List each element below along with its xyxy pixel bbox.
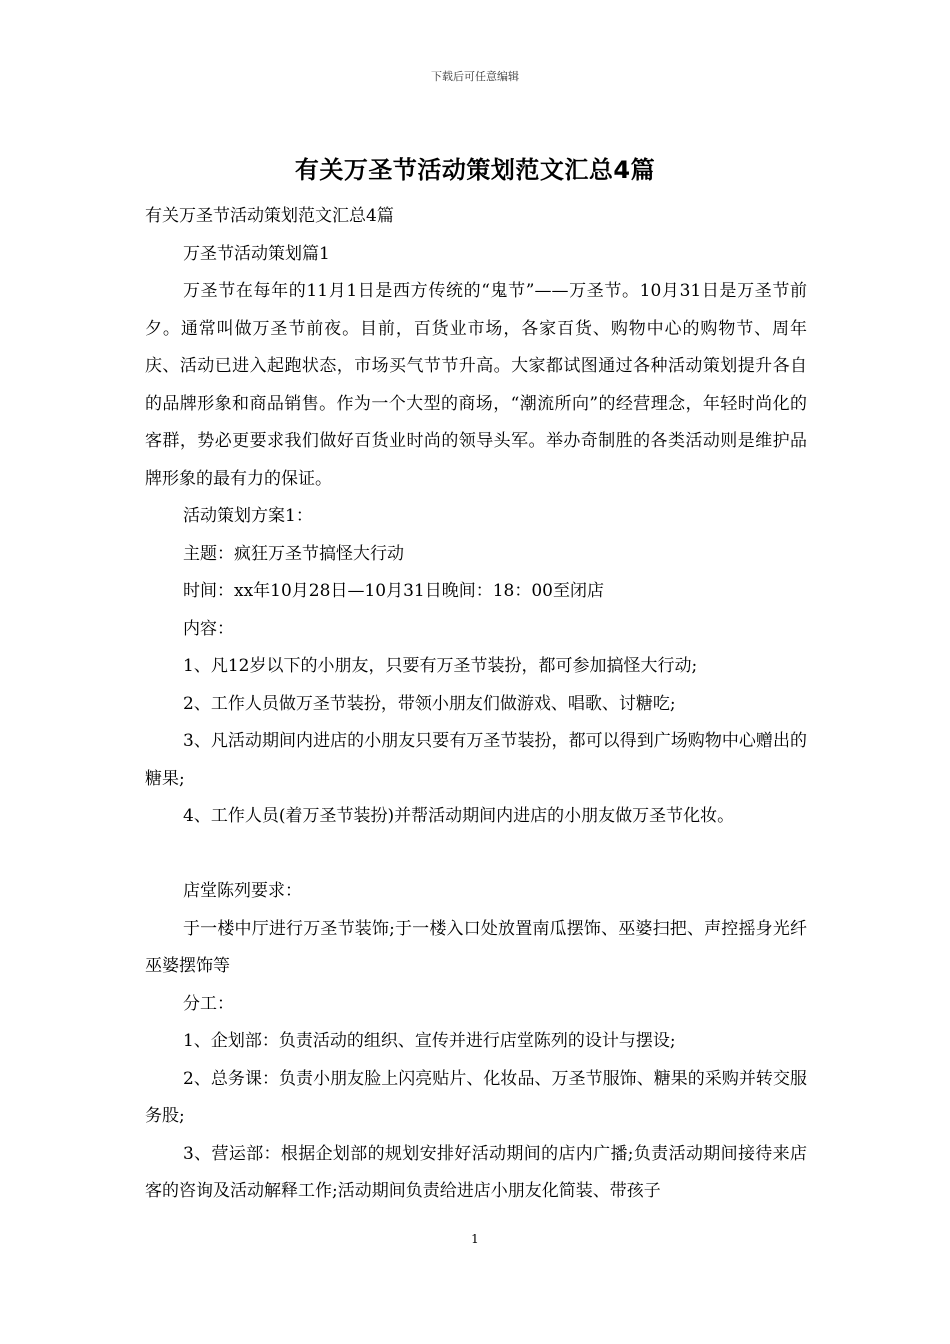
theme-line: 主题：疯狂万圣节搞怪大行动 [183,543,404,564]
plan-label: 活动策划方案1： [183,506,313,526]
document-title: 有关万圣节活动策划范文汇总4篇 [294,156,656,184]
division-item: 3、营运部：根据企划部的规划安排好活动期间的店内广播;负责活动期间接待来店客的咨询及活动解释工作;活动期间负责给进店小朋友化简装、带孩子 [145,1143,807,1201]
document-subtitle: 有关万圣节活动策划范文汇总4篇 [145,206,394,226]
division-label: 分工： [183,993,234,1014]
content-label: 内容： [183,618,234,639]
intro-paragraph: 万圣节在每年的11月1日是西方传统的“鬼节”——万圣节。10月31日是万圣节前夕。通常叫做万圣节前夜。目前，百货业市场，各家百货、购物中心的购物节、周年庆、活动已进入起跑状态，市场买气节节升高。大家都试图通过各种活动策划提升各自的品牌形象和商品销售。作为一个大型的商场，“潮流所向”的经营理念，年轻时尚化的客群，势必更要求我们做好百货业时尚的领导头军。举办奇制胜的各类活动则是维护品牌形象的最有力的保证。 [145,281,807,489]
section-heading: 万圣节活动策划篇1 [183,243,330,264]
content-item: 3、凡活动期间内进店的小朋友只要有万圣节装扮，都可以得到广场购物中心赠出的糖果; [145,731,807,789]
document-body [145,198,807,1211]
division-item: 1、企划部：负责活动的组织、宣传并进行店堂陈列的设计与摆设; [183,1031,676,1051]
blank-line [145,836,807,874]
page-number: 1 [471,1232,479,1246]
content-item: 1、凡12岁以下的小朋友，只要有万圣节装扮，都可参加搞怪大行动; [183,656,698,676]
display-paragraph: 于一楼中厅进行万圣节装饰;于一楼入口处放置南瓜摆饰、巫婆扫把、声控摇身光纤巫婆摆饰等 [145,918,807,976]
division-item: 2、总务课：负责小朋友脸上闪亮贴片、化妆品、万圣节服饰、糖果的采购并转交服务股; [145,1068,807,1126]
content-item: 4、工作人员(着万圣节装扮)并帮活动期间内进店的小朋友做万圣节化妆。 [183,806,735,826]
header-note: 下载后可任意编辑 [431,70,519,83]
display-label: 店堂陈列要求： [183,881,302,901]
time-line: 时间：xx年10月28日—10月31日晚间：18：00至闭店 [183,581,604,601]
content-item: 2、工作人员做万圣节装扮，带领小朋友们做游戏、唱歌、讨糖吃; [183,693,676,714]
